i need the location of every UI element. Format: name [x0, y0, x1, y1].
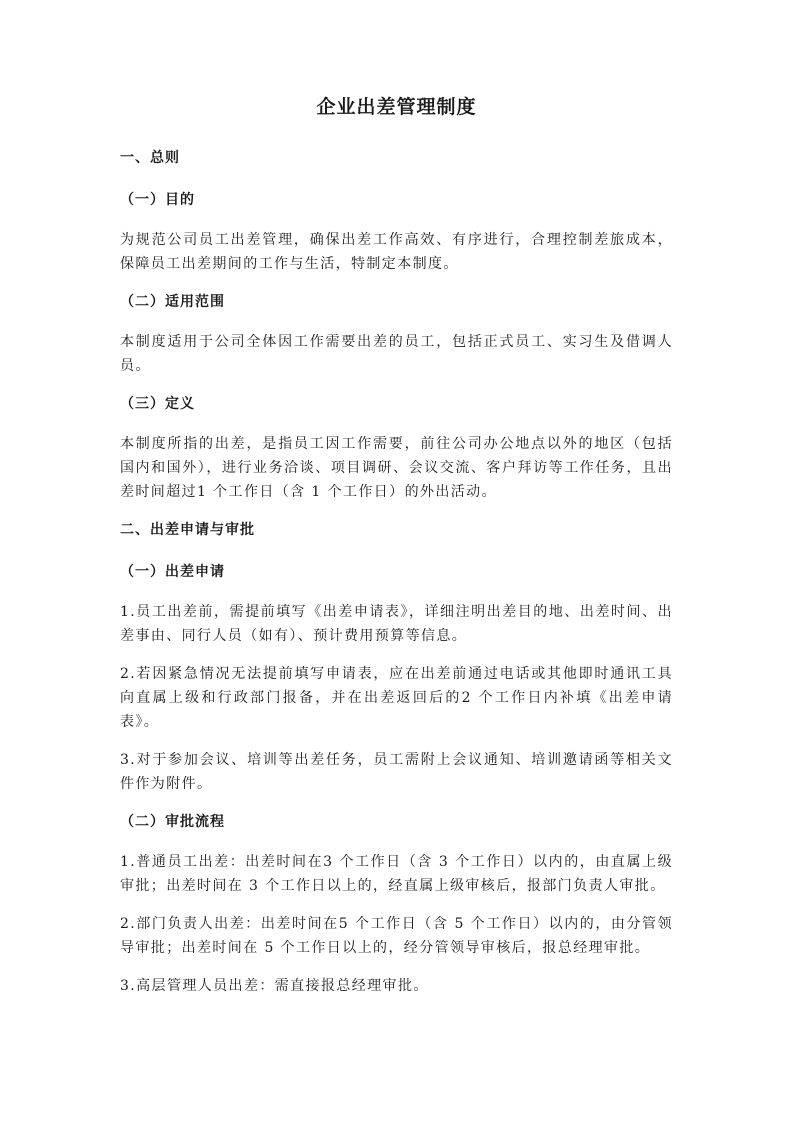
subsection-heading-scope: （二）适用范围: [120, 294, 225, 310]
paragraph-scope: 本制度适用于公司全体因工作需要出差的员工，包括正式员工、实习生及借调人员。: [120, 334, 673, 374]
subsection-heading-definition: （三）定义: [120, 396, 195, 412]
document-title: 企业出差管理制度: [316, 96, 477, 118]
paragraph-apply-item-1: 1.员工出差前，需提前填写《出差申请表》，详细注明出差目的地、出差时间、出差事由、同行人员（如有）、预计费用预算等信息。: [120, 604, 673, 644]
subsection-heading-approval: （二）审批流程: [120, 814, 225, 830]
paragraph-definition: 本制度所指的出差，是指员工因工作需要，前往公司办公地点以外的地区（包括国内和国外），进行业务洽谈、项目调研、会议交流、客户拜访等工作任务，且出差时间超过1 个工作日（含 1 个工作日）的外出活动。: [120, 436, 673, 500]
document-page: [120, 92, 673, 1012]
paragraph-approval-item-3: 3.高层管理人员出差：需直接报总经理审批。: [120, 978, 429, 994]
paragraph-approval-item-2: 2.部门负责人出差：出差时间在5 个工作日（含 5 个工作日）以内的，由分管领导审批；出差时间在 5 个工作日以上的，经分管领导审核后，报总经理审批。: [120, 916, 673, 956]
paragraph-approval-item-1: 1.普通员工出差：出差时间在3 个工作日（含 3 个工作日）以内的，由直属上级审批；出差时间在 3 个工作日以上的，经直属上级审核后，报部门负责人审批。: [120, 854, 673, 894]
paragraph-apply-item-2: 2.若因紧急情况无法提前填写申请表，应在出差前通过电话或其他即时通讯工具向直属上级和行政部门报备，并在出差返回后的2 个工作日内补填《出差申请表》。: [120, 666, 673, 730]
paragraph-purpose: 为规范公司员工出差管理，确保出差工作高效、有序进行，合理控制差旅成本，保障员工出差期间的工作与生活，特制定本制度。: [120, 232, 673, 272]
section-heading-general: 一、总则: [120, 150, 180, 166]
section-heading-application: 二、出差申请与审批: [120, 522, 255, 538]
paragraph-apply-item-3: 3.对于参加会议、培训等出差任务，员工需附上会议通知、培训邀请函等相关文件作为附件。: [120, 752, 673, 792]
subsection-heading-apply: （一）出差申请: [120, 564, 225, 580]
subsection-heading-purpose: （一）目的: [120, 192, 195, 208]
